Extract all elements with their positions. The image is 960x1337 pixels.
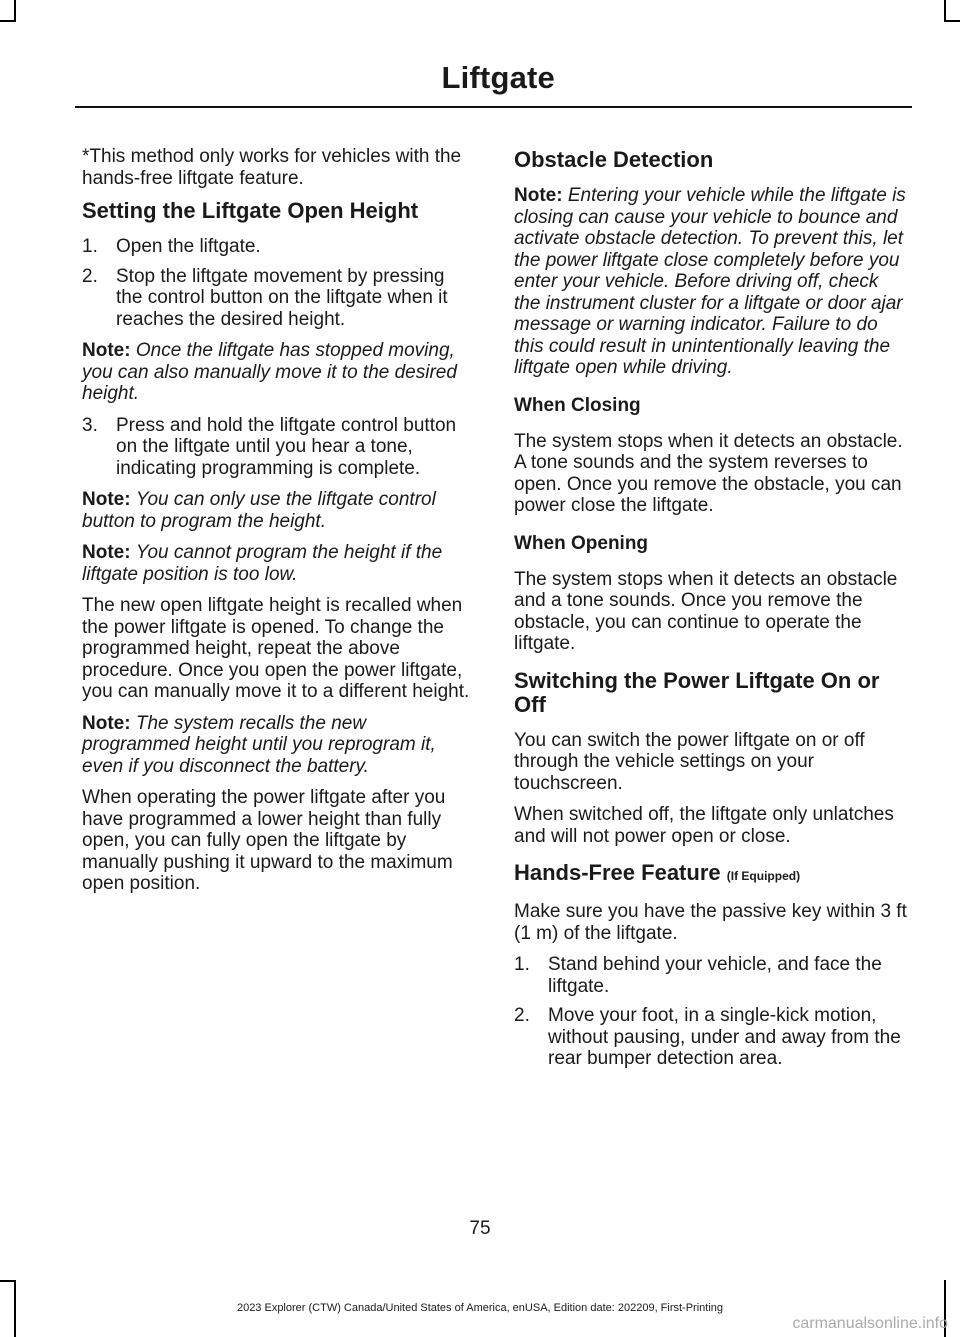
note-text: Entering your vehicle while the liftgate is closing can cause your vehicle to bounce and activate obstacle detection. To prevent this, let the power liftgate close completely before you enter your vehicle. Before driving off, check the instrument cluster for a liftgate or door ajar message or warning indicator. Failure to do this could result in unintentionally leaving the liftgate open while driving. — [514, 185, 906, 378]
crop-mark — [944, 20, 960, 22]
body-paragraph: The new open liftgate height is recalled when the power liftgate is opened. To change the programmed height, repeat the above procedure. Once you open the power liftgate, you can manually move it to a different height. — [82, 595, 470, 702]
step-number: 2. — [82, 265, 98, 287]
note — [82, 340, 476, 405]
header-divider — [75, 106, 912, 108]
section-heading: Setting the Liftgate Open Height — [82, 198, 419, 223]
step-text: Stop the liftgate movement by pressing the control button on the liftgate when it reaches the desired height. — [116, 265, 448, 330]
step-number: 1. — [514, 954, 530, 975]
step-text: Press and hold the liftgate control button on the liftgate until you hear a tone, indicating programming is complete. — [116, 414, 457, 479]
note — [514, 185, 908, 379]
section-heading — [514, 861, 908, 888]
note — [82, 542, 476, 585]
section-heading: Switching the Power Liftgate On or Off — [514, 667, 880, 717]
list-item — [82, 236, 476, 258]
crop-mark — [14, 0, 16, 22]
footer-text: 2023 Explorer (CTW) Canada/United States of America, enUSA, Edition date: 202209, First-Printing — [236, 1302, 724, 1314]
note-text: You cannot program the height if the liftgate position is too low. — [82, 542, 443, 585]
crop-mark — [0, 1280, 16, 1282]
subsection-heading: When Closing — [514, 394, 641, 416]
crop-mark — [944, 0, 946, 22]
heading-text: Hands-Free Feature — [514, 860, 721, 885]
note-label: Note: — [82, 489, 131, 510]
page-title: Liftgate — [441, 60, 555, 95]
note — [82, 713, 476, 778]
watermark-link[interactable]: carmanualsonline.info — [792, 1315, 948, 1332]
step-text: Open the liftgate. — [116, 236, 261, 257]
body-paragraph: Make sure you have the passive key within 3 ft (1 m) of the liftgate. — [514, 901, 907, 944]
steps-list — [514, 954, 908, 1070]
section-heading: Obstacle Detection — [514, 147, 714, 172]
subsection-heading: When Opening — [514, 532, 649, 554]
steps-list — [82, 415, 476, 480]
note-text: You can only use the liftgate control button to program the height. — [82, 489, 436, 532]
body-paragraph: When operating the power liftgate after you have programmed a lower height than fully open, you can fully open the liftgate by manually pushing it upward to the maximum open position. — [82, 787, 453, 894]
note-text: Once the liftgate has stopped moving, you can also manually move it to the desired height. — [82, 340, 457, 404]
body-paragraph: You can switch the power liftgate on or off through the vehicle settings on your touchscreen. — [514, 729, 865, 794]
step-text: Stand behind your vehicle, and face the liftgate. — [548, 954, 882, 997]
step-number: 1. — [82, 236, 98, 257]
list-item — [82, 266, 476, 331]
heading-suffix: (If Equipped) — [726, 869, 801, 883]
step-number: 2. — [514, 1005, 530, 1026]
note-text: The system recalls the new programmed height until you reprogram it, even if you disconnect the battery. — [82, 712, 436, 777]
step-number: 3. — [82, 414, 98, 436]
page-number: 75 — [469, 1218, 491, 1239]
steps-list — [82, 236, 476, 330]
body-paragraph: The system stops when it detects an obstacle. A tone sounds and the system reverses to open. Once you remove the obstacle, you can power close the liftgate. — [514, 430, 903, 516]
note — [82, 489, 476, 532]
list-item — [514, 954, 908, 997]
crop-mark — [0, 20, 16, 22]
note-label: Note: — [514, 185, 563, 206]
left-column — [82, 146, 476, 905]
body-paragraph: When switched off, the liftgate only unlatches and will not power open or close. — [514, 804, 894, 847]
list-item — [82, 415, 476, 480]
note-label: Note: — [82, 712, 131, 734]
intro-text: *This method only works for vehicles with the hands-free liftgate feature. — [82, 146, 462, 189]
list-item — [514, 1005, 908, 1070]
right-column — [514, 146, 908, 1080]
note-label: Note: — [82, 340, 131, 361]
note-label: Note: — [82, 542, 131, 563]
body-paragraph: The system stops when it detects an obstacle and a tone sounds. Once you remove the obstacle, you can continue to operate the liftgate. — [514, 568, 898, 654]
step-text: Move your foot, in a single-kick motion, without pausing, under and away from the rear bumper detection area. — [548, 1005, 901, 1069]
